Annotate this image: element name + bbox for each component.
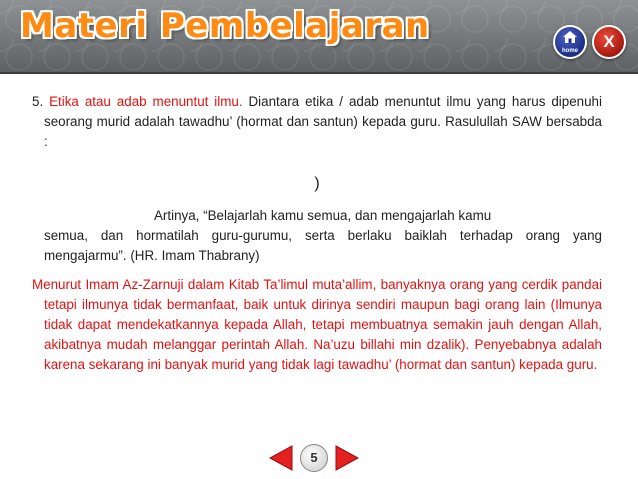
close-button[interactable]: X xyxy=(592,25,626,59)
item-number: 5. xyxy=(32,94,44,109)
home-icon xyxy=(563,31,577,43)
hadith-translation xyxy=(32,206,602,266)
page-number: 5 xyxy=(300,444,328,472)
page-title: Materi Pembelajaran xyxy=(20,6,430,46)
translation-rest: semua, dan hormatilah guru-gurumu, serta berlaku baiklah terhadap orang yang mengajarmu”. (HR. Imam Thabrany) xyxy=(44,228,602,263)
home-label: home xyxy=(561,48,578,54)
item-heading: Etika atau adab menuntut ilmu. xyxy=(49,94,243,109)
hadith-arabic-line: ) xyxy=(314,175,320,192)
intro-text: Diantara etika / adab menuntut ilmu yang harus dipenuhi seorang murid adalah tawadhu’ (hormat dan santun) kepada guru. Rasulullah SAW bersabda : xyxy=(44,94,602,149)
main-content xyxy=(32,92,602,388)
triangle-left-icon[interactable] xyxy=(268,445,294,471)
header-bar xyxy=(0,0,638,74)
az-zarnuji-paragraph: Menurut Imam Az-Zarnuji dalam Kitab Ta’limul muta’allim, banyaknya orang yang cerdik pandai tetapi ilmunya tidak bermanfaat, baik untuk dirinya sendiri maupun bagi orang lain (Ilmunya tidak dapat mendekatkannya kepada Allah, tetapi membuatnya semakin jauh dengan Allah, akibatnya mudah melanggar perintah Allah. Na’uzu billahi min dzalik). Penyebabnya adalah karena sekarang ini banyak murid yang tidak lagi tawadhu’ (hormat dan santun) kepada guru. xyxy=(32,277,602,372)
home-button[interactable] xyxy=(553,25,587,59)
translation-first-line: Artinya, “Belajarlah kamu semua, dan mengajarlah kamu xyxy=(154,208,492,223)
triangle-right-icon[interactable] xyxy=(334,445,360,471)
item-five-paragraph xyxy=(32,92,602,152)
page-navigation xyxy=(0,437,638,479)
